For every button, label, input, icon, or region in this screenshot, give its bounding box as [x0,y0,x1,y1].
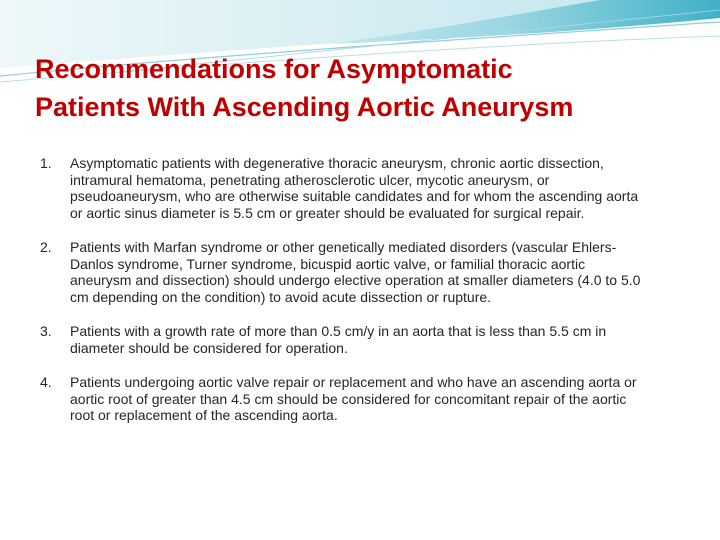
item-number: 2. [40,239,52,255]
recommendation-item-1 [40,155,650,221]
slide-title-line-2: Patients With Ascending Aortic Aneurysm [35,92,574,122]
recommendation-item-4 [40,374,650,424]
recommendation-item-2 [40,239,650,305]
item-number: 4. [40,374,52,390]
item-text: Patients undergoing aortic valve repair or replacement and who have an ascending aorta or aortic root of greater than 4.5 cm should be considered for concomitant repair of the aortic root or replacement of the ascending aorta. [70,374,637,423]
item-number: 1. [40,155,52,171]
slide-title-line-1: Recommendations for Asymptomatic [35,54,513,84]
item-text: Patients with a growth rate of more than 0.5 cm/y in an aorta that is less than 5.5 cm in diameter should be considered for operation. [70,323,607,356]
item-number: 3. [40,323,52,339]
recommendation-list [40,155,650,442]
slide-title [35,50,705,126]
item-text: Asymptomatic patients with degenerative thoracic aneurysm, chronic aortic dissection, intramural hematoma, penetrating atherosclerotic ulcer, mycotic aneurysm, or pseudoaneurysm, who are otherwise suitable candidates and for whom the ascending aorta or aortic sinus diameter is 5.5 cm or greater should be evaluated for surgical repair. [70,155,639,221]
recommendation-item-3 [40,323,650,356]
item-text: Patients with Marfan syndrome or other genetically mediated disorders (vascular Ehlers-Danlos syndrome, Turner syndrome, bicuspid aortic valve, or familial thoracic aortic aneurysm and dissection) should undergo elective operation at smaller diameters (4.0 to 5.0 cm depending on the condition) to avoid acute dissection or rupture. [70,239,641,305]
